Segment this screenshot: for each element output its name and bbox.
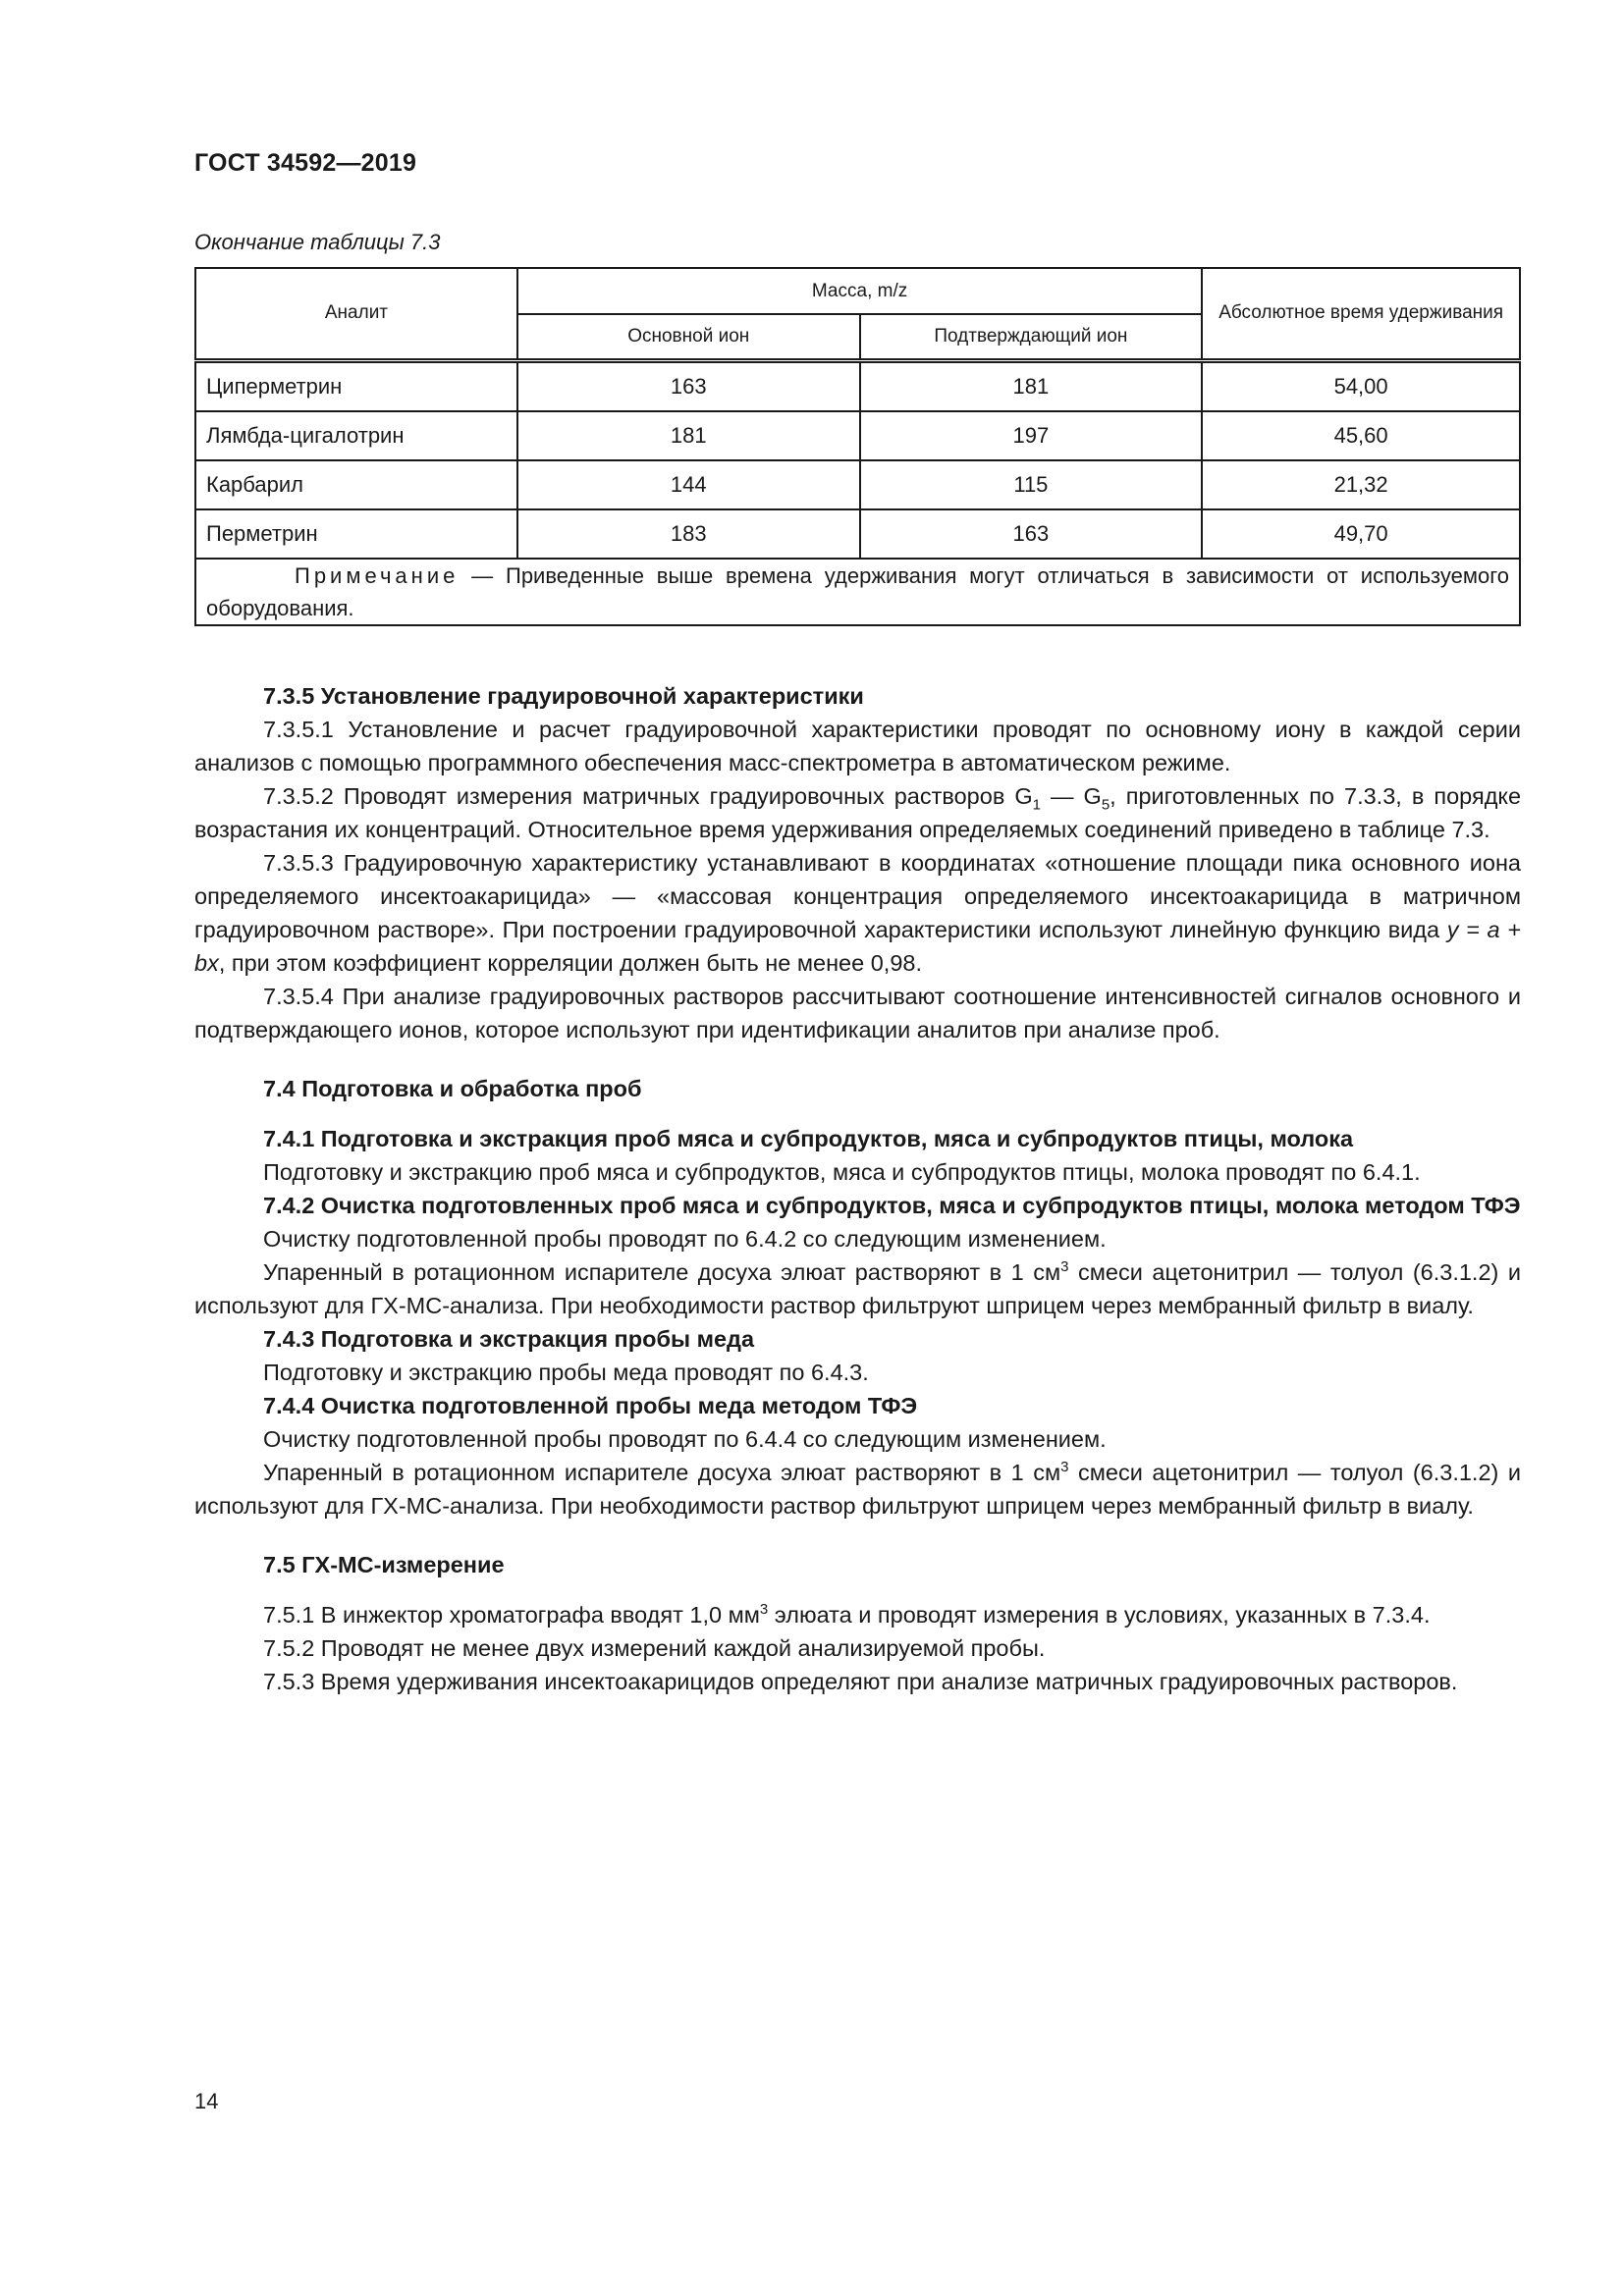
cell-main-ion: 144 xyxy=(517,460,860,509)
formula: y = a + bx xyxy=(194,917,1521,976)
header-mass: Масса, m/z xyxy=(517,268,1202,314)
cell-main-ion: 163 xyxy=(517,360,860,411)
cell-confirm-ion: 163 xyxy=(860,509,1203,559)
header-main-ion: Основной ион xyxy=(517,314,860,360)
table-note xyxy=(195,559,1520,625)
text-span: , приготовленных по 7.3.3, в порядке возрастания их концентраций. Относительное время удерживания определяемых соединений приведено в таблице 7.3. xyxy=(194,783,1522,842)
section-heading: 7.3.5 Установление градуировочной характеристики xyxy=(263,683,864,709)
document-standard-header: ГОСТ 34592—2019 xyxy=(194,149,417,177)
superscript: 3 xyxy=(1060,1258,1069,1276)
text-span: — G xyxy=(1040,783,1102,809)
header-confirm-ion: Подтверждающий ион xyxy=(860,314,1203,360)
cell-main-ion: 181 xyxy=(517,411,860,460)
table-row xyxy=(195,460,1520,509)
note-label: Примечание xyxy=(295,562,460,588)
section-heading: 7.4.4 Очистка подготовленной пробы меда методом ТФЭ xyxy=(263,1393,918,1418)
text-span: 7.3.5.3 Градуировочную характеристику устанавливают в координатах «отношение площади пика основного иона определяемого инсектоакарицида» — «массовая концентрация определяемого инсектоакарицида в матричном градуировочном растворе». При построении градуировочной характеристики используют линейную функцию вида xyxy=(194,850,1521,942)
paragraph: Очистку подготовленной пробы проводят по 6.4.4 со следующим изменением. xyxy=(263,1426,1107,1452)
table-row xyxy=(195,411,1520,460)
cell-main-ion: 183 xyxy=(517,509,860,559)
cell-retention: 49,70 xyxy=(1202,509,1520,559)
paragraph xyxy=(194,846,1521,980)
retention-table xyxy=(194,267,1521,626)
text-span: Упаренный в ротационном испарителе досуха элюат растворяют в 1 см xyxy=(263,1259,1061,1285)
cell-analyte: Карбарил xyxy=(195,460,517,509)
document-body xyxy=(194,679,1521,1698)
paragraph: Очистку подготовленной пробы проводят по 6.4.2 со следующим изменением. xyxy=(263,1226,1107,1252)
superscript: 3 xyxy=(759,1601,769,1619)
paragraph xyxy=(194,779,1521,846)
text-span: смеси ацетонитрил — толуол (6.3.1.2) и используют для ГХ-МС-анализа. При необходимости раствор фильтруют шприцем через мембранный фильтр в виалу. xyxy=(194,1460,1521,1519)
paragraph: 7.5.2 Проводят не менее двух измерений каждой анализируемой пробы. xyxy=(263,1635,1046,1661)
cell-analyte: Лямбда-цигалотрин xyxy=(195,411,517,460)
paragraph xyxy=(194,1598,1521,1631)
text-span: 7.3.5.2 Проводят измерения матричных градуировочных растворов G xyxy=(263,783,1033,809)
subscript: 5 xyxy=(1101,796,1110,814)
section-heading: 7.4 Подготовка и обработка проб xyxy=(263,1076,642,1101)
table-row xyxy=(195,509,1520,559)
paragraph: Подготовку и экстракцию проб мяса и субпродуктов, мяса и субпродуктов птицы, молока проводят по 6.4.1. xyxy=(263,1159,1421,1185)
superscript: 3 xyxy=(1060,1459,1069,1476)
text-span: 7.5.1 В инжектор хроматографа вводят 1,0 мм xyxy=(263,1602,760,1628)
text-span: Упаренный в ротационном испарителе досуха элюат растворяют в 1 см xyxy=(263,1460,1061,1485)
table-note-row xyxy=(195,559,1520,625)
table-caption: Окончание таблицы 7.3 xyxy=(194,230,441,254)
header-retention: Абсолютное время удерживания xyxy=(1202,268,1520,360)
subscript: 1 xyxy=(1032,796,1041,814)
text-span: , при этом коэффициент корреляции должен быть не менее 0,98. xyxy=(218,950,922,976)
paragraph: 7.5.3 Время удерживания инсектоакарицидов определяют при анализе матричных градуировочных растворов. xyxy=(263,1669,1458,1694)
cell-confirm-ion: 197 xyxy=(860,411,1203,460)
paragraph xyxy=(194,1456,1521,1522)
section-heading: 7.4.3 Подготовка и экстракция пробы меда xyxy=(263,1326,755,1352)
paragraph: 7.3.5.4 При анализе градуировочных растворов рассчитывают соотношение интенсивностей сигналов основного и подтверждающего ионов, которое используют при идентификации аналитов при анализе проб. xyxy=(194,984,1521,1042)
paragraph: 7.3.5.1 Установление и расчет градуировочной характеристики проводят по основному иону в каждой серии анализов с помощью программного обеспечения масс-спектрометра в автоматическом режиме. xyxy=(194,717,1521,775)
cell-retention: 45,60 xyxy=(1202,411,1520,460)
cell-confirm-ion: 115 xyxy=(860,460,1203,509)
cell-analyte: Перметрин xyxy=(195,509,517,559)
text-span: элюата и проводят измерения в условиях, указанных в 7.3.4. xyxy=(768,1602,1431,1628)
section-heading: 7.4.1 Подготовка и экстракция проб мяса и субпродуктов, мяса и субпродуктов птицы, молока xyxy=(263,1126,1354,1151)
cell-confirm-ion: 181 xyxy=(860,360,1203,411)
note-text: — Приведенные выше времена удерживания могут отличаться в зависимости от используемого оборудования. xyxy=(206,562,1509,620)
paragraph xyxy=(194,1255,1521,1322)
text-span: смеси ацетонитрил — толуол (6.3.1.2) и используют для ГХ-МС-анализа. При необходимости раствор фильтруют шприцем через мембранный фильтр в виалу. xyxy=(194,1259,1521,1318)
page-number: 14 xyxy=(194,2089,219,2113)
table-header-row xyxy=(195,268,1520,314)
section-heading: 7.4.2 Очистка подготовленных проб мяса и субпродуктов, мяса и субпродуктов птицы, молока методом ТФЭ xyxy=(263,1193,1521,1218)
header-analyte: Аналит xyxy=(195,268,517,360)
cell-retention: 21,32 xyxy=(1202,460,1520,509)
table-row xyxy=(195,360,1520,411)
section-heading: 7.5 ГХ-МС-измерение xyxy=(263,1552,505,1577)
cell-analyte: Циперметрин xyxy=(195,360,517,411)
paragraph: Подготовку и экстракцию пробы меда проводят по 6.4.3. xyxy=(263,1360,869,1385)
cell-retention: 54,00 xyxy=(1202,360,1520,411)
